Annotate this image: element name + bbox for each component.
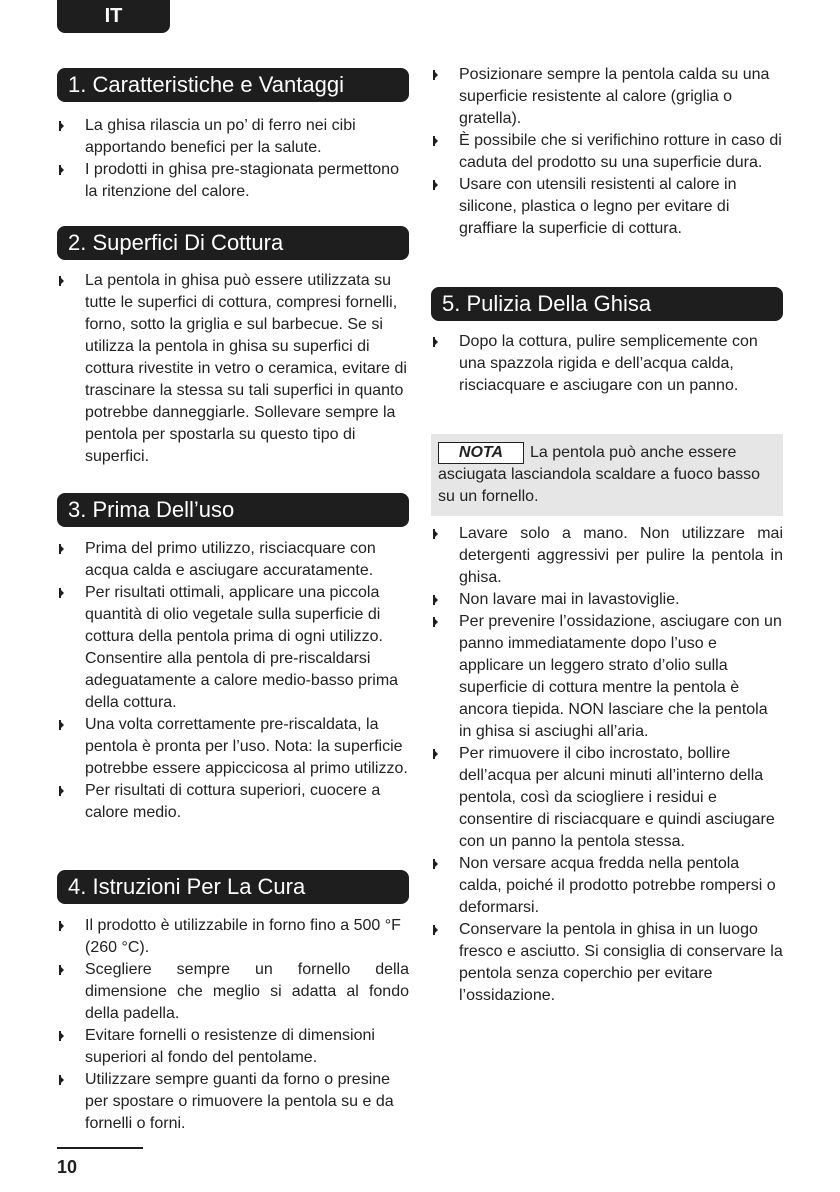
list-item bbox=[57, 1025, 409, 1069]
list-item bbox=[431, 130, 783, 174]
list-item bbox=[431, 743, 783, 853]
bullet-icon bbox=[59, 544, 64, 554]
list-item-text: Non versare acqua fredda nella pentola calda, poiché il prodotto potrebbe rompersi o deformarsi. bbox=[459, 855, 776, 916]
list-item-text: Scegliere sempre un fornello della dimensione che meglio si adatta al fondo della padella. bbox=[85, 961, 409, 1022]
bullet-icon bbox=[59, 1075, 64, 1085]
list-item-text: Dopo la cottura, pulire semplicemente con una spazzola rigida e dell’acqua calda, risciacquare e asciugare con un panno. bbox=[459, 333, 758, 394]
bullet-icon bbox=[59, 276, 64, 286]
list-item bbox=[431, 589, 783, 611]
bullet-icon bbox=[433, 136, 438, 146]
page-number: 10 bbox=[57, 1157, 78, 1177]
section-3-heading: 3. Prima Dell’uso bbox=[57, 493, 409, 527]
language-tab: IT bbox=[57, 0, 170, 33]
list-item bbox=[57, 538, 409, 582]
bullet-icon bbox=[433, 925, 438, 935]
list-item-text: La ghisa rilascia un po’ di ferro nei cibi apportando benefici per la salute. bbox=[85, 117, 356, 156]
bullet-icon bbox=[433, 529, 438, 539]
bullet-icon bbox=[59, 165, 64, 175]
list-item-text: Evitare fornelli o resistenze di dimensioni superiori al fondo del pentolame. bbox=[85, 1027, 375, 1066]
section-1-list bbox=[57, 115, 409, 203]
section-4-heading: 4. Istruzioni Per La Cura bbox=[57, 870, 409, 904]
list-item-text: Lavare solo a mano. Non utilizzare mai detergenti aggressivi per pulire la pentola in ghisa. bbox=[459, 525, 783, 586]
bullet-icon bbox=[433, 749, 438, 759]
section-4-list-continued bbox=[431, 64, 783, 240]
bullet-icon bbox=[433, 595, 438, 605]
list-item bbox=[431, 174, 783, 240]
list-item-text: Prima del primo utilizzo, risciacquare con acqua calda e asciugare accuratamente. bbox=[85, 540, 376, 579]
list-item-text: Il prodotto è utilizzabile in forno fino a 500 °F (260 °C). bbox=[85, 917, 401, 956]
bullet-icon bbox=[59, 121, 64, 131]
list-item-text: I prodotti in ghisa pre-stagionata permettono la ritenzione del calore. bbox=[85, 161, 399, 200]
bullet-icon bbox=[59, 588, 64, 598]
list-item bbox=[57, 115, 409, 159]
list-item-text: Per rimuovere il cibo incrostato, bollire dell’acqua per alcuni minuti all’interno della pentola, così da sciogliere i residui e consentire di risciacquare e quindi asciugare con un panno la pentola stessa. bbox=[459, 745, 775, 850]
list-item-text: Usare con utensili resistenti al calore in silicone, plastica o legno per evitare di graffiare la superficie di cottura. bbox=[459, 176, 737, 237]
bullet-icon bbox=[433, 180, 438, 190]
list-item bbox=[57, 582, 409, 714]
section-2-list bbox=[57, 270, 409, 468]
note-text: La pentola può anche essere asciugata lasciandola scaldare a fuoco basso su un fornello. bbox=[438, 444, 760, 505]
list-item-text: Per risultati di cottura superiori, cuocere a calore medio. bbox=[85, 782, 381, 821]
bullet-icon bbox=[433, 337, 438, 347]
list-item bbox=[57, 159, 409, 203]
bullet-icon bbox=[59, 786, 64, 796]
list-item bbox=[431, 331, 783, 397]
list-item bbox=[57, 714, 409, 780]
list-item bbox=[431, 64, 783, 130]
list-item-text: È possibile che si verifichino rotture in caso di caduta del prodotto su una superficie dura. bbox=[459, 132, 782, 171]
list-item-text: Una volta correttamente pre-riscaldata, la pentola è pronta per l’uso. Nota: la superficie potrebbe essere appiccicosa al primo utilizzo. bbox=[85, 716, 408, 777]
note-box bbox=[431, 434, 783, 516]
section-1-heading: 1. Caratteristiche e Vantaggi bbox=[57, 68, 409, 102]
bullet-icon bbox=[433, 617, 438, 627]
section-5-list bbox=[431, 331, 783, 397]
bullet-icon bbox=[59, 720, 64, 730]
bullet-icon bbox=[433, 70, 438, 80]
section-4-list bbox=[57, 915, 409, 1135]
list-item bbox=[431, 919, 783, 1007]
section-5-list-continued bbox=[431, 523, 783, 1007]
note-label: NOTA bbox=[438, 442, 524, 464]
list-item bbox=[57, 780, 409, 824]
footer-divider bbox=[57, 1147, 143, 1149]
list-item-text: Conservare la pentola in ghisa in un luogo fresco e asciutto. Si consiglia di conservare la pentola senza coperchio per evitare l’ossidazione. bbox=[459, 921, 783, 1004]
list-item bbox=[57, 1069, 409, 1135]
list-item bbox=[431, 611, 783, 743]
section-3-list bbox=[57, 538, 409, 824]
list-item bbox=[431, 523, 783, 589]
bullet-icon bbox=[59, 921, 64, 931]
section-2-heading: 2. Superfici Di Cottura bbox=[57, 226, 409, 260]
bullet-icon bbox=[59, 965, 64, 975]
list-item bbox=[57, 915, 409, 959]
bullet-icon bbox=[59, 1031, 64, 1041]
list-item bbox=[57, 959, 409, 1025]
section-5-heading: 5. Pulizia Della Ghisa bbox=[431, 287, 783, 321]
list-item bbox=[431, 853, 783, 919]
list-item-text: Utilizzare sempre guanti da forno o presine per spostare o rimuovere la pentola su e da fornelli o forni. bbox=[85, 1071, 394, 1132]
list-item-text: Per risultati ottimali, applicare una piccola quantità di olio vegetale sulla superficie di cottura della pentola prima di ogni utilizzo. Consentire alla pentola di pre-riscaldarsi adeguatamente a calore medio-basso prima della cottura. bbox=[85, 584, 399, 711]
list-item bbox=[57, 270, 409, 468]
list-item-text: Non lavare mai in lavastoviglie. bbox=[459, 591, 680, 608]
list-item-text: Posizionare sempre la pentola calda su una superficie resistente al calore (griglia o gratella). bbox=[459, 66, 770, 127]
list-item-text: La pentola in ghisa può essere utilizzata su tutte le superfici di cottura, compresi fornelli, forno, sotto la griglia e sul barbecue. Se si utilizza la pentola in ghisa su superfici di cottura rivestite in vetro o ceramica, evitare di trascinare la stessa su tali superfici in quanto potrebbe danneggiarle. Sollevare sempre la pentola per spostarla su questo tipo di superfici. bbox=[85, 272, 407, 465]
bullet-icon bbox=[433, 859, 438, 869]
list-item-text: Per prevenire l’ossidazione, asciugare con un panno immediatamente dopo l’uso e applicare un leggero strato d’olio sulla superficie di cottura mentre la pentola è ancora tiepida. NON lasciare che la pentola in ghisa si asciughi all’aria. bbox=[459, 613, 782, 740]
